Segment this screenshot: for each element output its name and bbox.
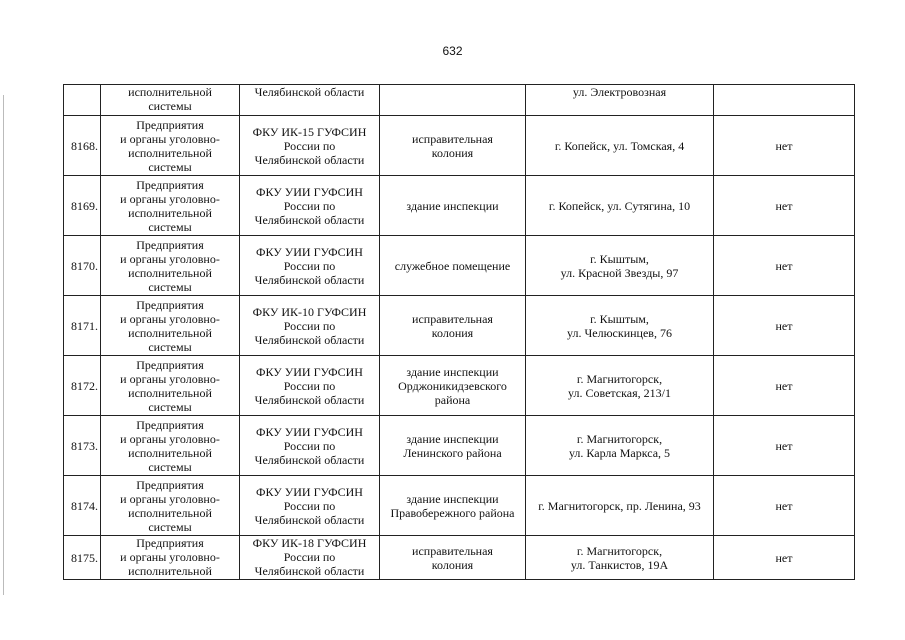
cell-address: г. Магнитогорск, ул. Карла Маркса, 5 <box>526 416 714 476</box>
table-row <box>64 476 855 536</box>
table-row <box>64 356 855 416</box>
cell-value: нет <box>714 236 855 296</box>
cell-category: Предприятия и органы уголовно- исполнительной системы <box>101 236 240 296</box>
page-number: 632 <box>442 44 463 58</box>
cell-category: Предприятия и органы уголовно- исполнительной системы <box>101 296 240 356</box>
cell-object: здание инспекции Правобережного района <box>380 476 526 536</box>
table-row <box>64 296 855 356</box>
cell-object: исправительная колония <box>380 536 526 580</box>
cell-num: 8174. <box>64 476 101 536</box>
cell-category: Предприятия и органы уголовно- исполнительной системы <box>101 356 240 416</box>
table-row <box>64 116 855 176</box>
table-row <box>64 536 855 580</box>
cell-object: исправительная колония <box>380 116 526 176</box>
table-row <box>64 176 855 236</box>
cell-object <box>380 85 526 116</box>
cell-organization: ФКУ УИИ ГУФСИН России по Челябинской области <box>240 416 380 476</box>
cell-address: г. Магнитогорск, ул. Танкистов, 19А <box>526 536 714 580</box>
cell-num: 8171. <box>64 296 101 356</box>
cell-num: 8173. <box>64 416 101 476</box>
cell-category: исполнительной системы <box>101 85 240 116</box>
cell-value: нет <box>714 296 855 356</box>
table-row-continuation <box>64 85 855 116</box>
cell-address: г. Копейск, ул. Сутягина, 10 <box>526 176 714 236</box>
table-row <box>64 236 855 296</box>
cell-address: ул. Электровозная <box>526 85 714 116</box>
cell-object: здание инспекции <box>380 176 526 236</box>
cell-value: нет <box>714 416 855 476</box>
cell-organization: ФКУ УИИ ГУФСИН России по Челябинской области <box>240 176 380 236</box>
cell-address: г. Копейск, ул. Томская, 4 <box>526 116 714 176</box>
cell-organization: ФКУ ИК-10 ГУФСИН России по Челябинской области <box>240 296 380 356</box>
cell-category: Предприятия и органы уголовно- исполнительной системы <box>101 176 240 236</box>
registry-table <box>63 84 855 580</box>
cell-address: г. Кыштым, ул. Челюскинцев, 76 <box>526 296 714 356</box>
cell-value: нет <box>714 176 855 236</box>
cell-organization: Челябинской области <box>240 85 380 116</box>
cell-num: 8172. <box>64 356 101 416</box>
cell-address: г. Магнитогорск, пр. Ленина, 93 <box>526 476 714 536</box>
cell-value: нет <box>714 356 855 416</box>
cell-num: 8169. <box>64 176 101 236</box>
cell-organization: ФКУ УИИ ГУФСИН России по Челябинской области <box>240 236 380 296</box>
table-row <box>64 416 855 476</box>
cell-organization: ФКУ УИИ ГУФСИН России по Челябинской области <box>240 356 380 416</box>
cell-num: 8168. <box>64 116 101 176</box>
cell-value: нет <box>714 476 855 536</box>
cell-category: Предприятия и органы уголовно- исполнительной системы <box>101 476 240 536</box>
cell-address: г. Магнитогорск, ул. Советская, 213/1 <box>526 356 714 416</box>
cell-object: здание инспекции Ленинского района <box>380 416 526 476</box>
cell-organization: ФКУ УИИ ГУФСИН России по Челябинской области <box>240 476 380 536</box>
cell-num: 8175. <box>64 536 101 580</box>
cell-object: здание инспекции Орджоникидзевского района <box>380 356 526 416</box>
cell-value: нет <box>714 536 855 580</box>
cell-address: г. Кыштым, ул. Красной Звезды, 97 <box>526 236 714 296</box>
cell-num <box>64 85 101 116</box>
cell-value: нет <box>714 116 855 176</box>
cell-category: Предприятия и органы уголовно- исполнительной системы <box>101 416 240 476</box>
cell-organization: ФКУ ИК-15 ГУФСИН России по Челябинской области <box>240 116 380 176</box>
cell-category: Предприятия и органы уголовно- исполнительной <box>101 536 240 580</box>
cell-category: Предприятия и органы уголовно- исполнительной системы <box>101 116 240 176</box>
cell-object: исправительная колония <box>380 296 526 356</box>
cell-num: 8170. <box>64 236 101 296</box>
cell-value <box>714 85 855 116</box>
cell-organization: ФКУ ИК-18 ГУФСИН России по Челябинской области <box>240 536 380 580</box>
page-edge-line <box>3 95 4 595</box>
cell-object: служебное помещение <box>380 236 526 296</box>
